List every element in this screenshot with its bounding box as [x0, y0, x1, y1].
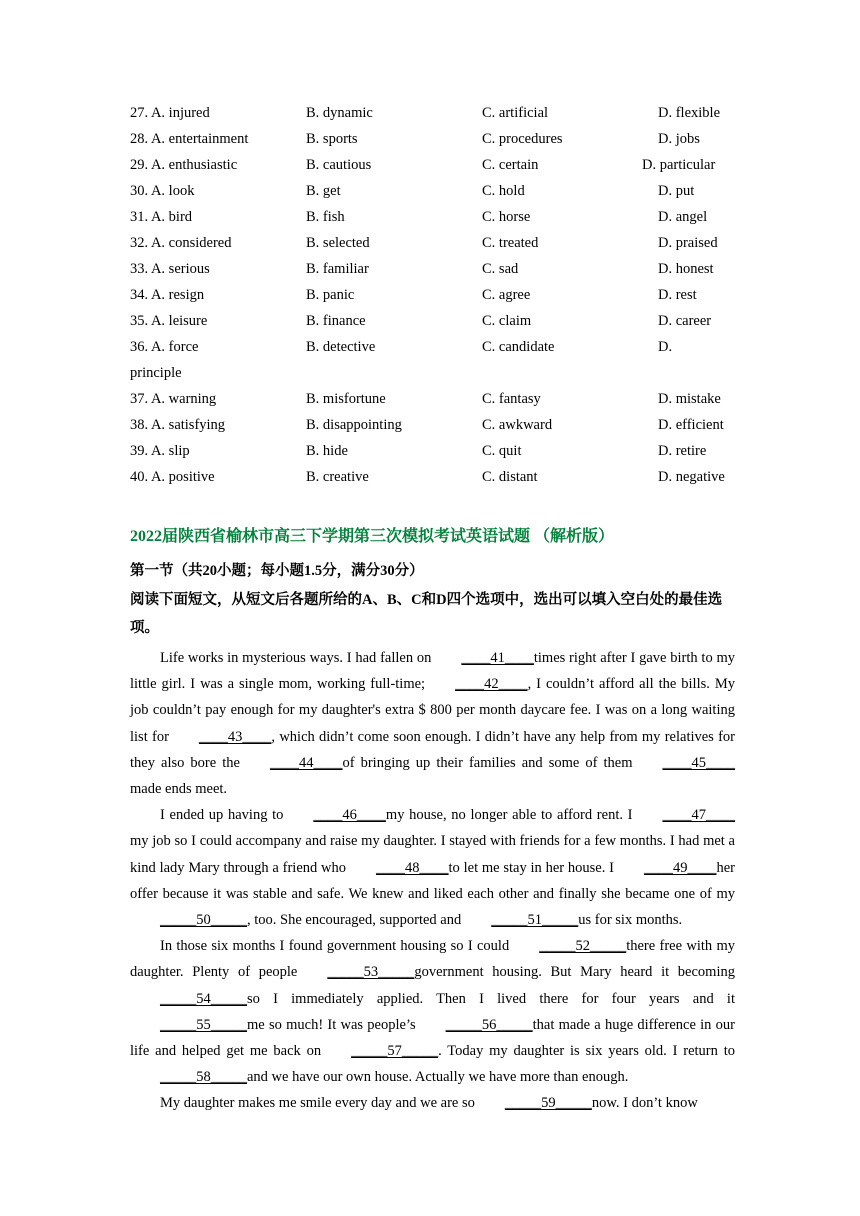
- passage-text: Life works in mysterious ways. I had fallen on: [160, 650, 432, 666]
- passage-text: of bringing up their families and some of them: [342, 754, 633, 771]
- question-row-30: [130, 178, 750, 204]
- question-row-31: [130, 204, 750, 230]
- blank-48: ____48____: [376, 859, 449, 876]
- passage-text: so I immediately applied. Then I lived there for four years and it: [247, 990, 735, 1007]
- option-c: C. certain: [482, 157, 539, 173]
- option-b: B. get: [306, 183, 341, 199]
- option-c: C. claim: [482, 313, 532, 329]
- option-b: B. creative: [306, 469, 369, 485]
- option-a: 33. A. serious: [130, 261, 210, 277]
- blank-44: ____44____: [269, 754, 343, 771]
- question-row-29: [130, 152, 750, 178]
- blank-51: _____51_____: [491, 912, 579, 929]
- passage-paragraph-4: [130, 1090, 735, 1116]
- blank-55: _____55_____: [160, 1016, 247, 1033]
- passage-text: to let me stay in her house. I: [448, 859, 614, 876]
- option-b: B. familiar: [306, 261, 369, 277]
- option-d: D. angel: [658, 209, 708, 225]
- option-c: C. artificial: [482, 105, 549, 121]
- exam-title: 2022届陕西省榆林市高三下学期第三次模拟考试英语试题 （解析版）: [130, 528, 615, 545]
- option-c: C. candidate: [482, 339, 555, 355]
- passage-text: that made a huge difference in our life and helped get me back on: [130, 1016, 735, 1060]
- passage-text: me so much! It was people’s: [247, 1016, 416, 1033]
- passage-text: , which didn’t come soon enough. I didn’t have any help from my relatives for they also bore the: [130, 728, 736, 771]
- option-a: 31. A. bird: [130, 209, 193, 225]
- option-a: 32. A. considered: [130, 235, 232, 251]
- option-c: C. horse: [482, 209, 531, 225]
- passage-paragraph-3: [130, 933, 735, 1090]
- question-row-34: [130, 282, 750, 308]
- option-b: B. sports: [306, 131, 358, 147]
- option-d: D. rest: [658, 287, 697, 303]
- option-b: B. detective: [306, 339, 376, 355]
- option-d: D. negative: [658, 469, 725, 485]
- option-a: 39. A. slip: [130, 443, 190, 459]
- option-d: D. retire: [658, 443, 707, 459]
- option-c: C. procedures: [482, 131, 563, 147]
- passage-text: My daughter makes me smile every day and we are so: [160, 1095, 475, 1112]
- option-b: B. cautious: [306, 157, 372, 173]
- option-c: C. quit: [482, 443, 522, 459]
- option-d: D. honest: [658, 261, 714, 277]
- blank-47: ____47____: [662, 807, 735, 824]
- blank-49: ____49____: [643, 859, 717, 876]
- blank-42: ____42____: [455, 676, 528, 693]
- option-a: 27. A. injured: [130, 105, 210, 121]
- option-d: D. praised: [658, 235, 718, 251]
- option-c: C. awkward: [482, 417, 553, 433]
- option-a: 34. A. resign: [130, 287, 205, 303]
- option-d: D. jobs: [658, 131, 700, 147]
- option-b: B. hide: [306, 443, 348, 459]
- question-row-33: [130, 256, 750, 282]
- option-b: B. selected: [306, 235, 370, 251]
- passage-paragraph-1: [130, 645, 735, 802]
- option-a: 40. A. positive: [130, 469, 215, 485]
- option-b: B. dynamic: [306, 105, 373, 121]
- passage-text: her offer because it was stable and safe. We knew and liked each other and finally she became one of my: [130, 859, 735, 902]
- question-row-27: [130, 100, 750, 126]
- blank-59: _____59_____: [504, 1095, 592, 1112]
- option-b: B. fish: [306, 209, 345, 225]
- blank-53: _____53_____: [327, 964, 415, 981]
- blank-56: _____56_____: [445, 1016, 533, 1033]
- question-row-37: [130, 386, 750, 412]
- option-a: 36. A. force: [130, 339, 199, 355]
- passage-text: now. I don’t know: [591, 1095, 698, 1112]
- blank-50: _____50_____: [160, 912, 247, 929]
- passage-text: made ends meet.: [130, 781, 228, 798]
- question-row-39: [130, 438, 750, 464]
- option-a: 30. A. look: [130, 183, 195, 199]
- question-row-28: [130, 126, 750, 152]
- blank-45: ____45____: [662, 754, 735, 771]
- option-d: D. career: [658, 313, 712, 329]
- option-c: C. hold: [482, 183, 525, 199]
- option-a: 35. A. leisure: [130, 313, 208, 329]
- passage-text: and we have our own house. Actually we have more than enough.: [247, 1069, 629, 1086]
- option-a: 37. A. warning: [130, 391, 217, 407]
- passage-text: my job so I could accompany and raise my daughter. I stayed with friends for a few months. I had met a kind lady Mary through a friend who: [130, 833, 735, 876]
- passage-paragraph-2: [130, 802, 735, 933]
- option-c: C. treated: [482, 235, 539, 251]
- question-row-36: [130, 334, 750, 360]
- passage-text: , too. She encouraged, supported and: [247, 912, 462, 929]
- passage-text: government housing. But Mary heard it becoming: [414, 964, 735, 981]
- passage-text: my house, no longer able to afford rent. I: [385, 807, 633, 824]
- passage-text: there free with my daughter. Plenty of people: [130, 938, 735, 981]
- option-d: D.: [658, 339, 673, 355]
- blank-54: _____54_____: [160, 990, 247, 1007]
- passage-text: I ended up having to: [160, 807, 284, 824]
- option-b: B. disappointing: [306, 417, 402, 433]
- blank-43: ____43____: [198, 728, 272, 745]
- blank-41: ____41____: [461, 650, 534, 666]
- option-c: C. fantasy: [482, 391, 541, 407]
- option-c: C. agree: [482, 287, 531, 303]
- option-a: 38. A. satisfying: [130, 417, 226, 433]
- option-d: D. efficient: [658, 417, 724, 433]
- option-b: B. finance: [306, 313, 366, 329]
- blank-46: ____46____: [313, 807, 386, 824]
- question-row-40: [130, 464, 750, 490]
- option-b: B. misfortune: [306, 391, 386, 407]
- question-row-35: [130, 308, 750, 334]
- passage-text: , I couldn’t afford all the bills. My job couldn’t pay enough for my daughter's extra $ 800 per month daycare fee. I was on a long waiting list for: [130, 676, 735, 745]
- cloze-passage: [130, 645, 735, 1117]
- instructions: 阅读下面短文，从短文后各题所给的A、B、C和D四个选项中，选出可以填入空白处的最佳选项。: [130, 592, 723, 636]
- option-d: D. particular: [642, 157, 716, 173]
- option-d-wrap: principle: [130, 365, 182, 381]
- option-c: C. sad: [482, 261, 519, 277]
- blank-57: _____57_____: [351, 1043, 439, 1060]
- passage-text: us for six months.: [578, 912, 683, 929]
- option-a: 29. A. enthusiastic: [130, 157, 238, 173]
- blank-52: _____52_____: [539, 938, 627, 955]
- option-d: D. flexible: [658, 105, 721, 121]
- option-a: 28. A. entertainment: [130, 131, 249, 147]
- section-heading: 第一节（共20小题；每小题1.5分，满分30分）: [130, 563, 424, 579]
- option-b: B. panic: [306, 287, 355, 303]
- option-c: C. distant: [482, 469, 538, 485]
- question-row-32: [130, 230, 750, 256]
- question-row-38: [130, 412, 750, 438]
- option-d: D. put: [658, 183, 695, 199]
- blank-58: _____58_____: [160, 1069, 247, 1086]
- passage-text: . Today my daughter is six years old. I return to: [438, 1043, 735, 1060]
- passage-text: In those six months I found government housing so I could: [160, 938, 510, 955]
- passage-text: times right after I gave birth to my little girl. I was a single mom, working full-time;: [130, 650, 735, 693]
- option-d: D. mistake: [658, 391, 721, 407]
